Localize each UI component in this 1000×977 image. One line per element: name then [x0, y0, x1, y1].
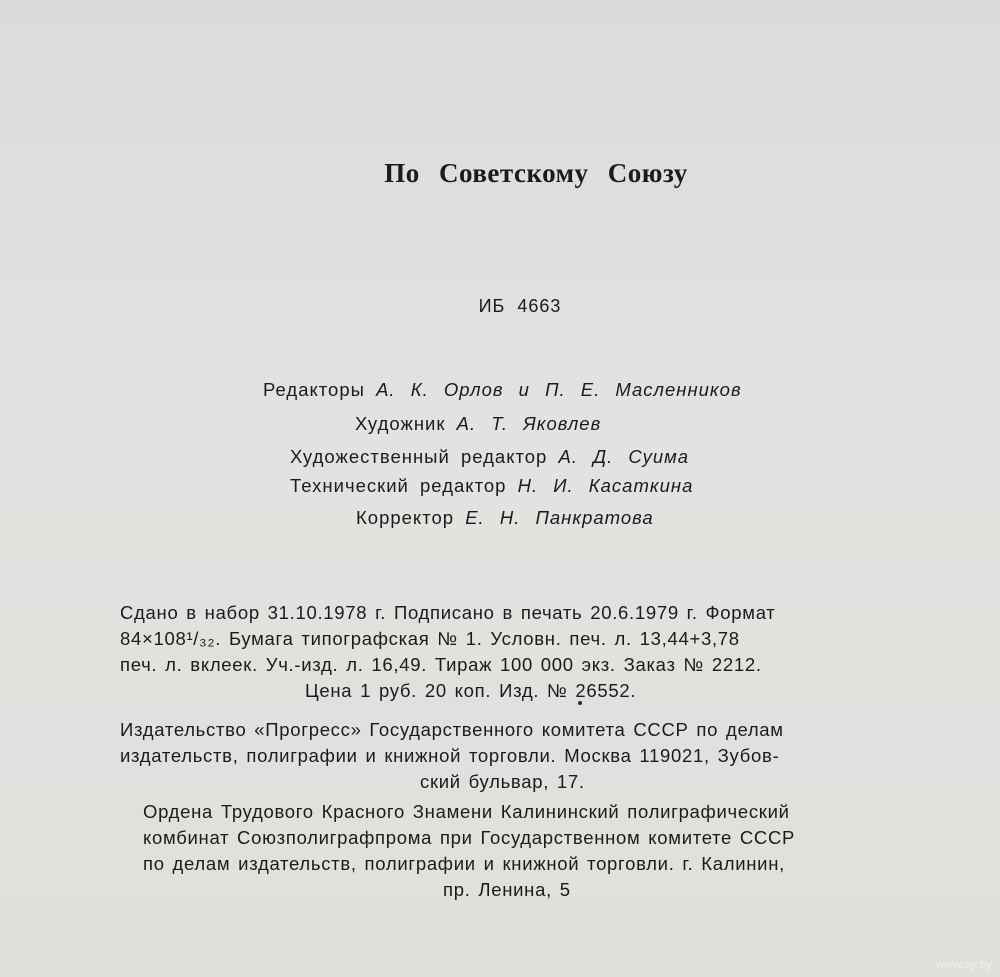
printer-line: пр. Ленина, 5 — [443, 879, 571, 900]
print-details — [120, 600, 775, 704]
publisher-line: ский бульвар, 17. — [420, 771, 585, 792]
credit-proofreader — [356, 507, 654, 529]
print-details-line: 84×108¹/₃₂. Бумага типографская № 1. Условн. печ. л. 13,44+3,78 — [120, 628, 740, 649]
credit-name: А. Д. Суима — [558, 446, 690, 467]
credit-name: Н. И. Касаткина — [517, 475, 694, 496]
credit-role: Корректор — [356, 507, 455, 528]
ib-number: ИБ 4663 — [478, 296, 562, 316]
credit-name: А. К. Орлов и П. Е. Масленников — [376, 379, 742, 400]
print-details-line: печ. л. вклеек. Уч.-изд. л. 16,49. Тираж 100 000 экз. Заказ № 2212. — [120, 654, 762, 675]
credit-name: А. Т. Яковлев — [456, 413, 602, 434]
credit-tech-editor — [290, 475, 693, 497]
book-title: По Советскому Союзу — [384, 158, 688, 188]
printer-line: Ордена Трудового Красного Знамени Калининский полиграфический — [143, 801, 790, 822]
watermark: www.ay.by — [935, 957, 992, 971]
publisher-line: Издательство «Прогресс» Государственного комитета СССР по делам — [120, 719, 784, 740]
publisher-info — [120, 717, 784, 795]
credit-role: Технический редактор — [290, 475, 507, 496]
publisher-line: издательств, полиграфии и книжной торговли. Москва 119021, Зубов- — [120, 745, 780, 766]
credit-editors — [263, 379, 742, 401]
credit-artist — [355, 413, 601, 435]
credit-role: Художественный редактор — [290, 446, 548, 467]
credit-role: Редакторы — [263, 379, 365, 400]
credit-role: Художник — [355, 413, 446, 434]
print-details-line: Сдано в набор 31.10.1978 г. Подписано в печать 20.6.1979 г. Формат — [120, 602, 776, 623]
printer-info — [143, 799, 795, 903]
printer-line: комбинат Союзполиграфпрома при Государственном комитете СССР — [143, 827, 796, 848]
credit-name: Е. Н. Панкратова — [465, 507, 654, 528]
credit-art-editor — [290, 446, 689, 468]
print-details-line: Цена 1 руб. 20 коп. Изд. № 26552. — [305, 680, 637, 701]
printer-line: по делам издательств, полиграфии и книжной торговли. г. Калинин, — [143, 853, 785, 874]
separator-dot — [578, 701, 582, 705]
